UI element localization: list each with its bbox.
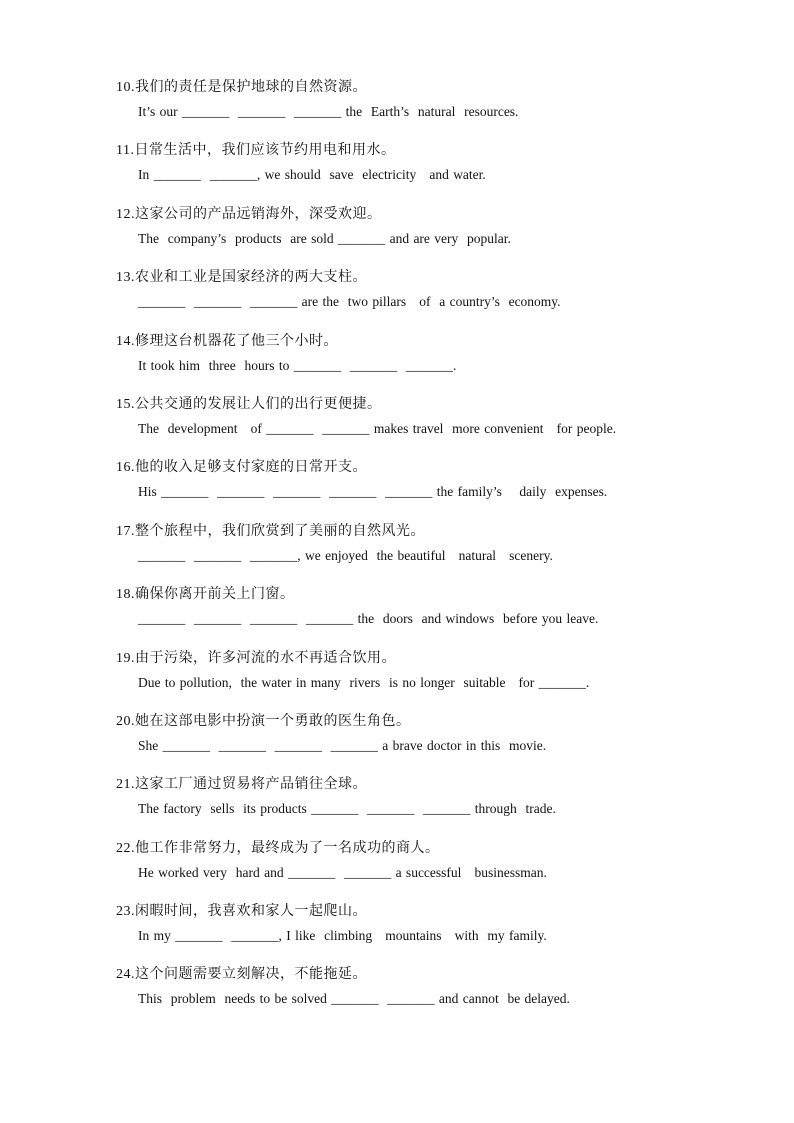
- exercise-item-17: [116, 522, 676, 585]
- chinese-prompt: 19.由于污染，许多河流的水不再适合饮用。: [116, 650, 396, 666]
- exercise-item-11: [116, 141, 676, 204]
- chinese-prompt: 20.她在这部电影中扮演一个勇敢的医生角色。: [116, 713, 411, 729]
- exercise-item-21: [116, 775, 676, 838]
- chinese-prompt: 22.他工作非常努力，最终成为了一名成功的商人。: [116, 840, 440, 856]
- english-sentence: It took him three hours to _______ _______ _______.: [138, 357, 457, 373]
- exercise-item-10: [116, 78, 676, 141]
- english-sentence: She _______ _______ _______ _______ a brave doctor in this movie.: [138, 737, 547, 753]
- english-sentence: The development of _______ _______ makes travel more convenient for people.: [138, 420, 617, 436]
- chinese-prompt: 16.他的收入足够支付家庭的日常开支。: [116, 460, 367, 476]
- chinese-prompt: 17.整个旅程中，我们欣赏到了美丽的自然风光。: [116, 523, 425, 539]
- chinese-prompt: 10.我们的责任是保护地球的自然资源。: [116, 80, 367, 95]
- english-sentence: _______ _______ _______ are the two pillars of a country’s economy.: [138, 294, 561, 310]
- english-sentence: _______ _______ _______ _______ the doors and windows before you leave.: [138, 611, 599, 627]
- english-sentence: _______ _______ _______, we enjoyed the beautiful natural scenery.: [138, 547, 553, 563]
- chinese-prompt: 21.这家工厂通过贸易将产品销往全球。: [116, 777, 367, 793]
- english-sentence: His _______ _______ _______ _______ _______ the family’s daily expenses.: [138, 484, 608, 500]
- exercise-item-20: [116, 712, 676, 775]
- exercise-item-13: [116, 268, 676, 331]
- chinese-prompt: 14.修理这台机器花了他三个小时。: [116, 333, 338, 349]
- exercise-item-24: [116, 965, 676, 1028]
- chinese-prompt: 11.日常生活中，我们应该节约用电和用水。: [116, 143, 396, 159]
- exercise-item-15: [116, 395, 676, 458]
- exercise-item-23: [116, 902, 676, 965]
- exercise-list: [116, 78, 676, 1029]
- exercise-item-18: [116, 585, 676, 648]
- exercise-item-16: [116, 458, 676, 521]
- english-sentence: Due to pollution, the water in many rivers is no longer suitable for _______.: [138, 674, 590, 690]
- chinese-prompt: 13.农业和工业是国家经济的两大支柱。: [116, 270, 367, 286]
- chinese-prompt: 15.公共交通的发展让人们的出行更便捷。: [116, 396, 382, 412]
- english-sentence: The factory sells its products _______ _______ _______ through trade.: [138, 801, 556, 817]
- exercise-item-22: [116, 839, 676, 902]
- english-sentence: He worked very hard and _______ _______ a successful businessman.: [138, 864, 547, 880]
- english-sentence: The company’s products are sold _______ and are very popular.: [138, 230, 511, 246]
- english-sentence: This problem needs to be solved _______ _______ and cannot be delayed.: [138, 991, 570, 1007]
- chinese-prompt: 24.这个问题需要立刻解决，不能拖延。: [116, 967, 367, 983]
- english-sentence: It’s our _______ _______ _______ the Earth’s natural resources.: [138, 104, 519, 119]
- exercise-item-14: [116, 332, 676, 395]
- english-sentence: In my _______ _______, I like climbing mountains with my family.: [138, 928, 547, 944]
- exercise-item-12: [116, 205, 676, 268]
- chinese-prompt: 18.确保你离开前关上门窗。: [116, 587, 295, 603]
- chinese-prompt: 12.这家公司的产品远销海外，深受欢迎。: [116, 206, 382, 222]
- chinese-prompt: 23.闲暇时间，我喜欢和家人一起爬山。: [116, 904, 367, 920]
- english-sentence: In _______ _______, we should save electricity and water.: [138, 167, 486, 183]
- exercise-item-19: [116, 649, 676, 712]
